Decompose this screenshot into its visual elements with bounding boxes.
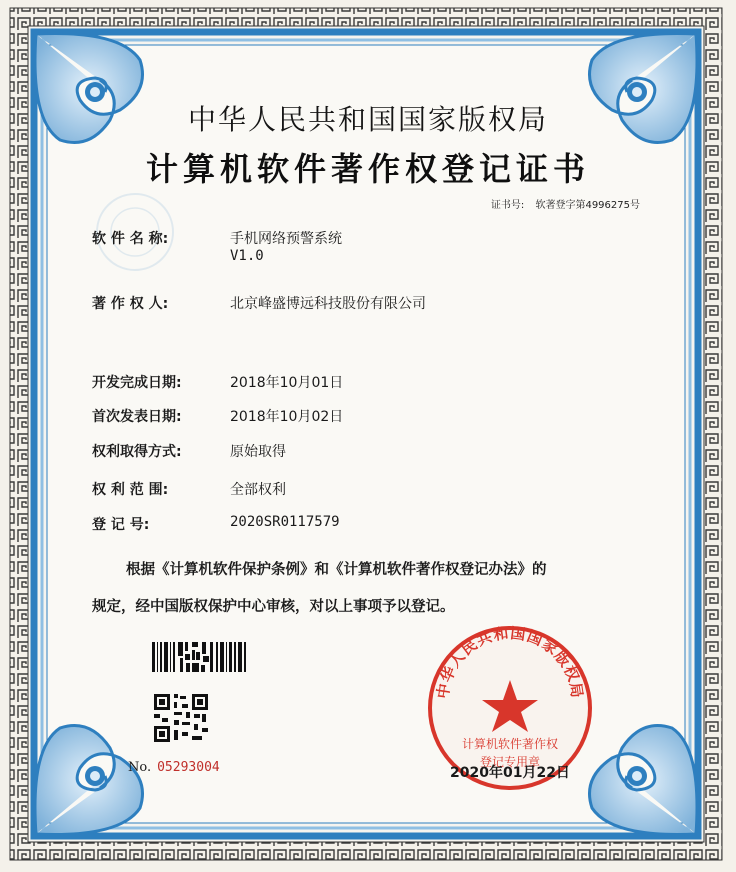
serial-label: No.: [128, 760, 152, 775]
field-label-software-name: 软 件 名 称:: [92, 231, 169, 247]
field-value-registration-number: 2020SR0117579: [230, 514, 340, 530]
certificate-number: [491, 196, 640, 211]
field-value-software-name: 手机网络预警系统: [230, 231, 342, 247]
serial-value: 05293004: [157, 760, 220, 775]
field-label-acquisition-method: 权利取得方式:: [92, 444, 182, 460]
field-label-rights-scope: 权 利 范 围:: [92, 482, 169, 498]
statement-line-1: 根据《计算机软件保护条例》和《计算机软件著作权登记办法》的: [126, 562, 547, 578]
barcode: [150, 640, 250, 674]
issue-date: 2020年01月22日: [450, 765, 570, 781]
field-value-copyright-owner: 北京峰盛博远科技股份有限公司: [230, 296, 426, 312]
field-value-rights-scope: 全部权利: [230, 482, 286, 498]
seal-line-2: 登记专用章: [479, 755, 541, 769]
field-value-acquisition-method: 原始取得: [230, 444, 286, 460]
field-value-completion-date: 2018年10月01日: [230, 375, 344, 391]
serial-number: [128, 760, 220, 775]
issuing-authority: 中华人民共和国国家版权局: [187, 103, 548, 136]
certificate-number-label: 证书号:: [490, 200, 525, 211]
seal-ring-text: 中华人民共和国国家版权局: [433, 623, 587, 700]
field-label-completion-date: 开发完成日期:: [92, 375, 182, 391]
certificate-number-value: 软著登字第4996275号: [535, 200, 640, 211]
field-label-copyright-owner: 著 作 权 人:: [92, 296, 169, 312]
field-label-registration-number: 登 记 号:: [92, 517, 150, 533]
certificate-title: 计算机软件著作权登记证书: [145, 150, 590, 188]
field-label-publication-date: 首次发表日期:: [92, 409, 182, 425]
statement-line-2: 规定，经中国版权保护中心审核，对以上事项予以登记。: [92, 599, 455, 615]
seal-line-1: 计算机软件著作权: [461, 737, 559, 751]
field-value-software-version: V1.0: [230, 248, 264, 264]
qr-code: [152, 692, 210, 744]
field-value-publication-date: 2018年10月02日: [230, 409, 344, 425]
